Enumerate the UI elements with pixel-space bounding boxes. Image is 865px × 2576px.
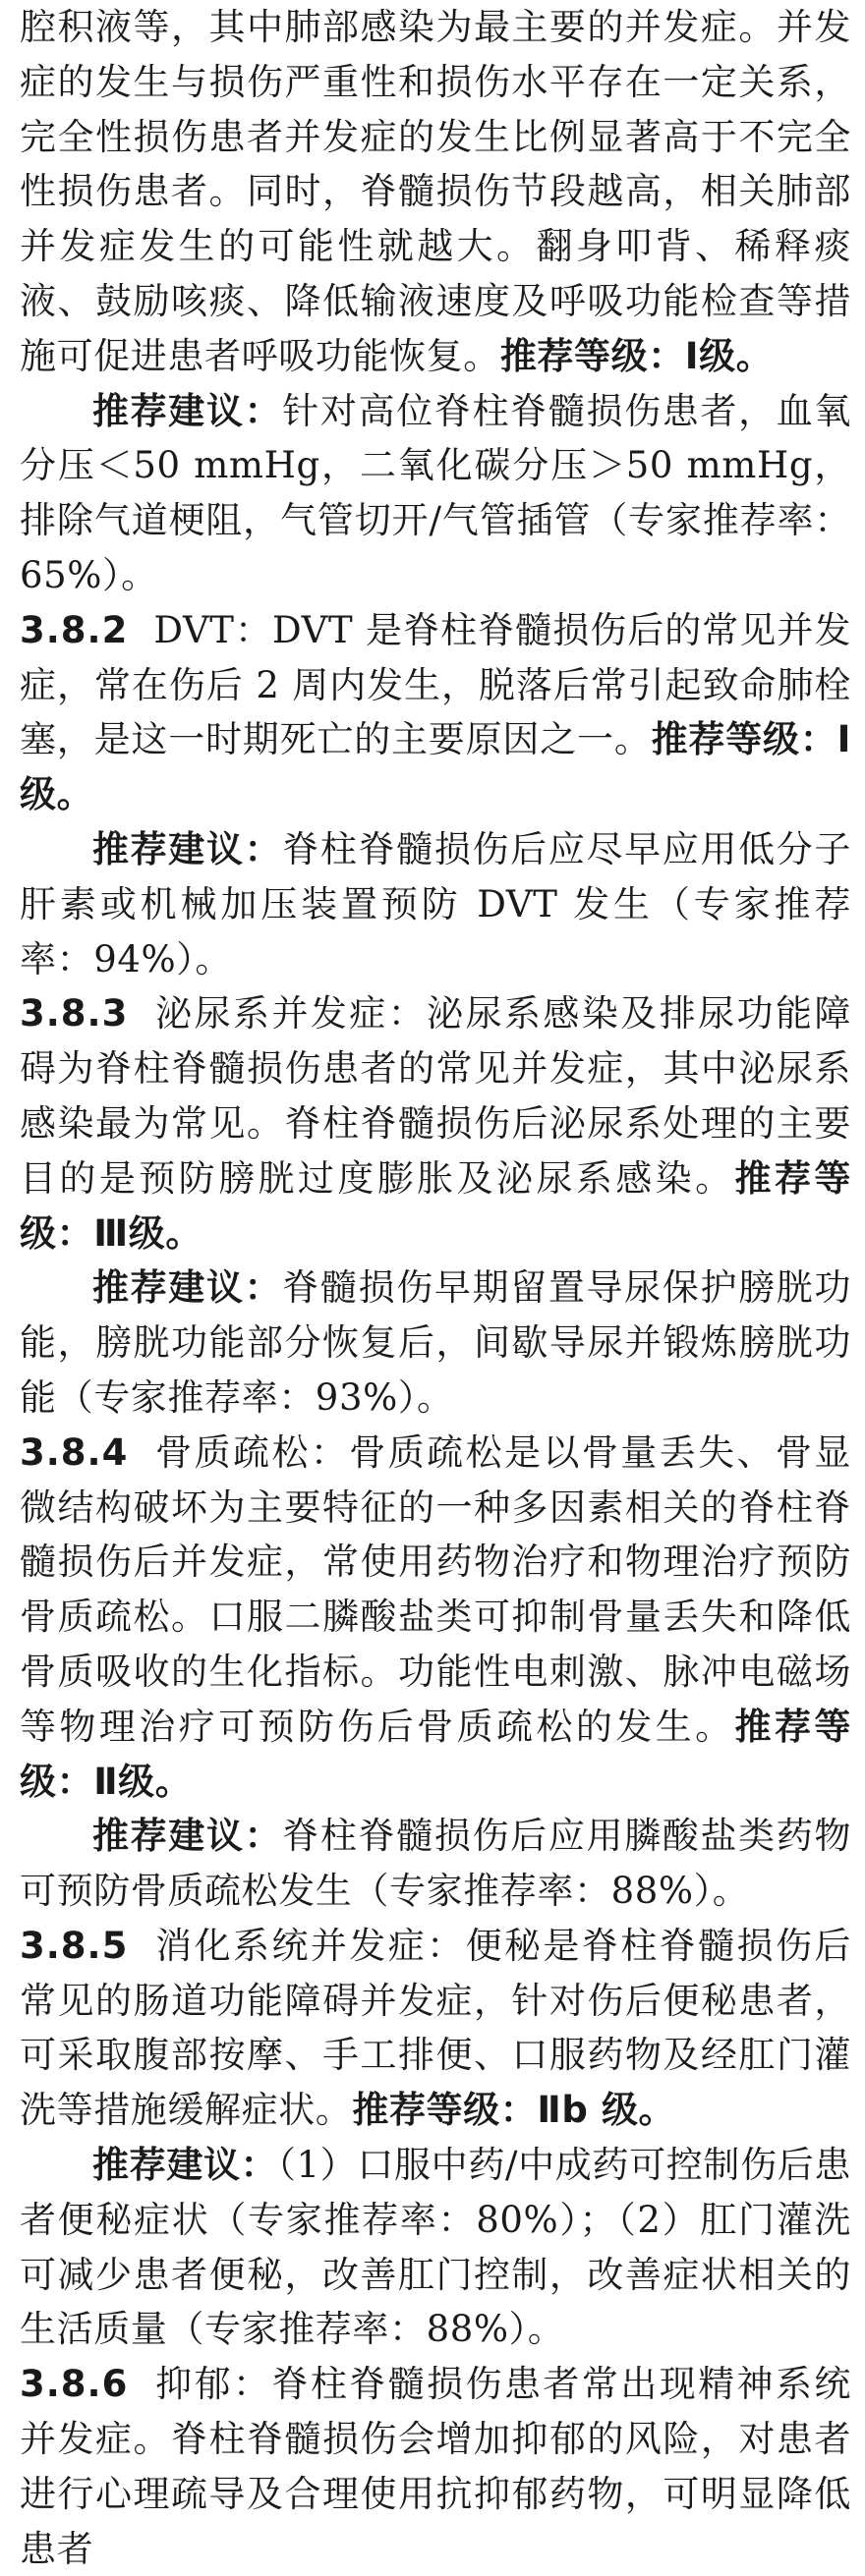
recommendation-dvt: [20, 822, 851, 986]
section-3-8-2: [20, 603, 851, 822]
section-text: 骨质疏松：骨质疏松是以骨量丢失、骨显微结构破坏为主要特征的一种多因素相关的脊柱脊髓损伤后并发症，常使用药物治疗和物理治疗预防骨质疏松。口服二膦酸盐类可抑制骨量丢失和降低骨质吸收的生化指标。功能性电刺激、脉冲电磁场等物理治疗可预防伤后骨质疏松的发生。: [20, 1430, 851, 1748]
recommendation-osteoporosis: [20, 1809, 851, 1919]
paragraph-respiratory-continued: [20, 0, 851, 384]
recommendation-label: 推荐建议：: [92, 827, 283, 870]
recommendation-grade: 推荐等级：Ⅱ级。: [20, 1705, 851, 1803]
recommendation-grade: 推荐等级：Ⅰ级。: [499, 334, 774, 377]
recommendation-grade: 推荐等级：Ⅲ级。: [20, 1156, 851, 1255]
paragraph-text: 腔积液等，其中肺部感染为最主要的并发症。并发症的发生与损伤严重性和损伤水平存在一定关系，完全性损伤患者并发症的发生比例显著高于不完全性损伤患者。同时，脊髓损伤节段越高，相关肺部并发症发生的可能性就越大。翻身叩背、稀释痰液、鼓励咳痰、降低输液速度及呼吸功能检查等措施可促进患者呼吸功能恢复。: [20, 6, 851, 377]
recommendation-grade: 推荐等级：Ⅰ级。: [20, 718, 851, 816]
recommendation-digestive: [20, 2138, 851, 2357]
recommendation-label: 推荐建议：: [92, 1815, 283, 1858]
recommendation-label: 推荐建议：: [92, 2144, 278, 2187]
section-3-8-5: [20, 1919, 851, 2138]
recommendation-grade: 推荐等级：Ⅱb 级。: [352, 2089, 676, 2132]
section-text: 抑郁：脊柱脊髓损伤患者常出现精神系统并发症。脊柱脊髓损伤会增加抑郁的风险，对患者进行心理疏导及合理使用抗抑郁药物，可明显降低患者: [20, 2363, 851, 2570]
recommendation-text: 脊髓损伤早期留置导尿保护膀胱功能，膀胱功能部分恢复后，间歇导尿并锻炼膀胱功能（专家推荐率：93%）。: [20, 1266, 852, 1419]
section-3-8-3: [20, 986, 851, 1260]
recommendation-label: 推荐建议：: [92, 389, 283, 432]
section-number: 3.8.3: [20, 992, 129, 1036]
recommendation-text: 脊柱脊髓损伤后应尽早应用低分子肝素或机械加压装置预防 DVT 发生（专家推荐率：94%）。: [20, 827, 852, 980]
recommendation-text: （1）口服中药/中成药可控制伤后患者便秘症状（专家推荐率：80%）；（2）肛门灌洗可减少患者便秘，改善肛门控制，改善症状相关的生活质量（专家推荐率：88%）。: [20, 2144, 851, 2351]
recommendation-respiratory: [20, 384, 851, 603]
section-number: 3.8.5: [20, 1924, 129, 1967]
recommendation-text: 针对高位脊柱脊髓损伤患者，血氧分压＜50 mmHg，二氧化碳分压＞50 mmHg，排除气道梗阻，气管切开/气管插管（专家推荐率：65%）。: [20, 389, 852, 596]
section-number: 3.8.6: [20, 2363, 129, 2406]
section-text: DVT：DVT 是脊柱脊髓损伤后的常见并发症，常在伤后 2 周内发生，脱落后常引起致命肺栓塞，是这一时期死亡的主要原因之一。: [20, 608, 851, 761]
section-text: 消化系统并发症：便秘是脊柱脊髓损伤后常见的肠道功能障碍并发症，针对伤后便秘患者，可采取腹部按摩、手工排便、口服药物及经肛门灌洗等措施缓解症状。: [20, 1924, 851, 2132]
recommendation-urinary: [20, 1260, 851, 1425]
section-3-8-6: [20, 2357, 851, 2576]
section-text: 泌尿系并发症：泌尿系感染及排尿功能障碍为脊柱脊髓损伤患者的常见并发症，其中泌尿系感染最为常见。脊柱脊髓损伤后泌尿系处理的主要目的是预防膀胱过度膨胀及泌尿系感染。: [20, 992, 851, 1200]
section-number: 3.8.2: [20, 608, 129, 651]
recommendation-label: 推荐建议：: [92, 1266, 283, 1310]
section-number: 3.8.4: [20, 1430, 129, 1474]
recommendation-text: 脊柱脊髓损伤后应用膦酸盐类药物可预防骨质疏松发生（专家推荐率：88%）。: [20, 1815, 852, 1913]
section-3-8-4: [20, 1426, 851, 1810]
